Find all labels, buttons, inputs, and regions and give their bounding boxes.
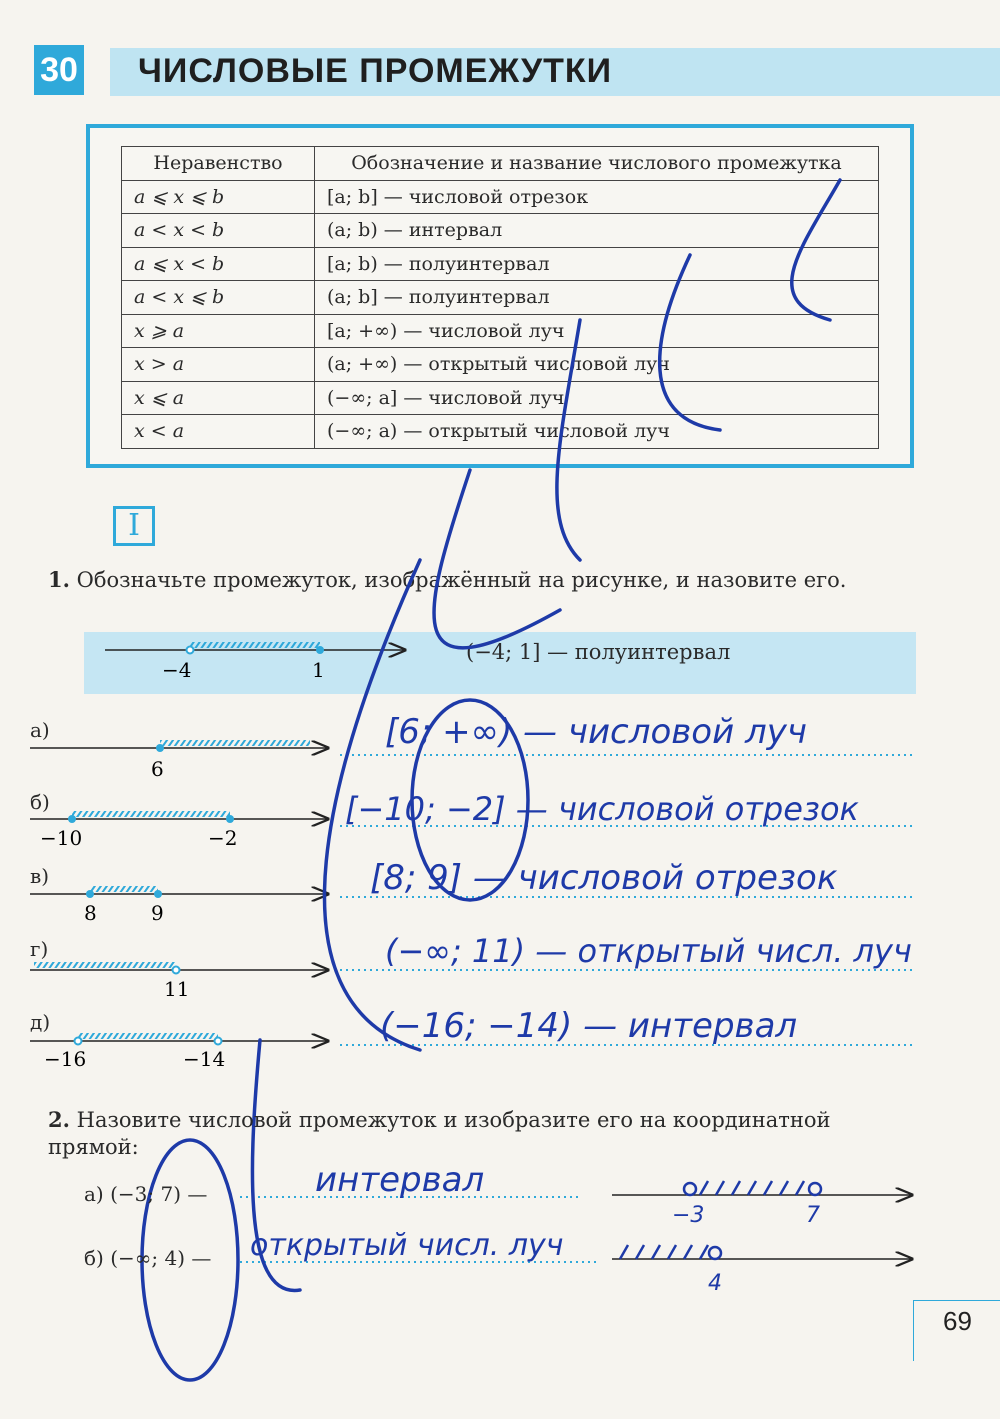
inequality-cell: x ⩽ a — [122, 381, 315, 415]
open-point — [75, 1038, 82, 1045]
notation-cell: [a; b] — числовой отрезок — [315, 180, 879, 214]
open-point — [187, 647, 194, 654]
open-point — [684, 1183, 696, 1195]
inequality-cell: x < a — [122, 415, 315, 449]
item-v-letter: в) — [30, 864, 50, 888]
line-a — [30, 740, 328, 752]
notation-cell: (a; +∞) — открытый числовой луч — [315, 348, 879, 382]
open-point — [173, 967, 180, 974]
tick-v-2: 9 — [151, 901, 164, 925]
closed-point — [316, 646, 324, 654]
task2-a-label: а) (−3; 7) — — [84, 1182, 208, 1206]
inequality-cell: a ⩽ x < b — [122, 247, 315, 281]
task1-text: Обозначьте промежуток, изображённый на рисунке, и назовите его. — [76, 568, 847, 592]
tick-g-1: 11 — [164, 977, 190, 1001]
tick-d-2: −14 — [183, 1047, 226, 1071]
task2-tick-a-2: 7 — [806, 1203, 820, 1228]
level-badge: I — [113, 506, 155, 546]
inequality-cell: x ⩾ a — [122, 314, 315, 348]
example-tick-right: 1 — [312, 658, 325, 682]
task2-tick-b-1: 4 — [708, 1271, 722, 1296]
line-d — [30, 1033, 328, 1045]
tick-b-1: −10 — [40, 826, 83, 850]
item-b-letter: б) — [30, 790, 50, 814]
header-inequality: Неравенство — [122, 147, 315, 181]
task2-number: 2. — [48, 1107, 70, 1132]
open-point — [215, 1038, 222, 1045]
tick-a-1: 6 — [151, 757, 164, 781]
notation-cell: [a; +∞) — числовой луч — [315, 314, 879, 348]
line-v — [30, 886, 328, 898]
closed-point — [156, 744, 164, 752]
example-tick-left: −4 — [162, 658, 192, 682]
tick-b-2: −2 — [208, 826, 238, 850]
task2-line-a — [612, 1181, 912, 1195]
item-a-letter: а) — [30, 718, 50, 742]
task2-b-label: б) (−∞; 4) — — [84, 1246, 212, 1270]
tick-d-1: −16 — [44, 1047, 87, 1071]
task2-statement — [48, 1106, 918, 1161]
answer-b: [−10; −2] — числовой отрезок — [345, 790, 859, 828]
line-g — [30, 962, 328, 974]
inequality-cell: a < x < b — [122, 214, 315, 248]
answer-d: (−16; −14) — интервал — [380, 1006, 798, 1046]
task2-line-b — [612, 1245, 912, 1259]
notation-cell: (−∞; a) — открытый числовой луч — [315, 415, 879, 449]
item-d-letter: д) — [30, 1010, 51, 1034]
notation-cell: [a; b) — полуинтервал — [315, 247, 879, 281]
task2-text: Назовите числовой промежуток и изобразите его на координатной прямой: — [48, 1108, 831, 1159]
task2-tick-a-1: −3 — [672, 1203, 705, 1228]
closed-point — [68, 815, 76, 823]
task1-number: 1. — [48, 567, 70, 592]
notation-cell: (a; b] — полуинтервал — [315, 281, 879, 315]
closed-point — [86, 890, 94, 898]
closed-point — [154, 890, 162, 898]
closed-point — [226, 815, 234, 823]
notation-cell: (a; b) — интервал — [315, 214, 879, 248]
task2-b-answer: открытый числ. луч — [250, 1228, 564, 1263]
open-point — [709, 1247, 721, 1259]
line-b — [30, 811, 328, 823]
answer-a: [6; +∞) — числовой луч — [385, 712, 807, 752]
example-number-line — [105, 642, 405, 654]
page-title: ЧИСЛОВЫЕ ПРОМЕЖУТКИ — [138, 52, 613, 90]
item-g-letter: г) — [30, 937, 49, 961]
open-point — [809, 1183, 821, 1195]
inequality-cell: x > a — [122, 348, 315, 382]
inequality-cell: a < x ⩽ b — [122, 281, 315, 315]
header-notation: Обозначение и название числового промежутка — [315, 147, 879, 181]
notation-cell: (−∞; a] — числовой луч — [315, 381, 879, 415]
pen-scribble — [142, 180, 840, 1380]
task2-a-answer: интервал — [315, 1160, 485, 1200]
section-number: 30 — [34, 45, 84, 95]
answer-v: [8; 9] — числовой отрезок — [370, 858, 838, 898]
inequality-cell: a ⩽ x ⩽ b — [122, 180, 315, 214]
example-answer: (−4; 1] — полуинтервал — [466, 640, 731, 664]
tick-v-1: 8 — [84, 901, 97, 925]
page-number: 69 — [913, 1300, 1000, 1361]
answer-g: (−∞; 11) — открытый числ. луч — [385, 932, 912, 970]
